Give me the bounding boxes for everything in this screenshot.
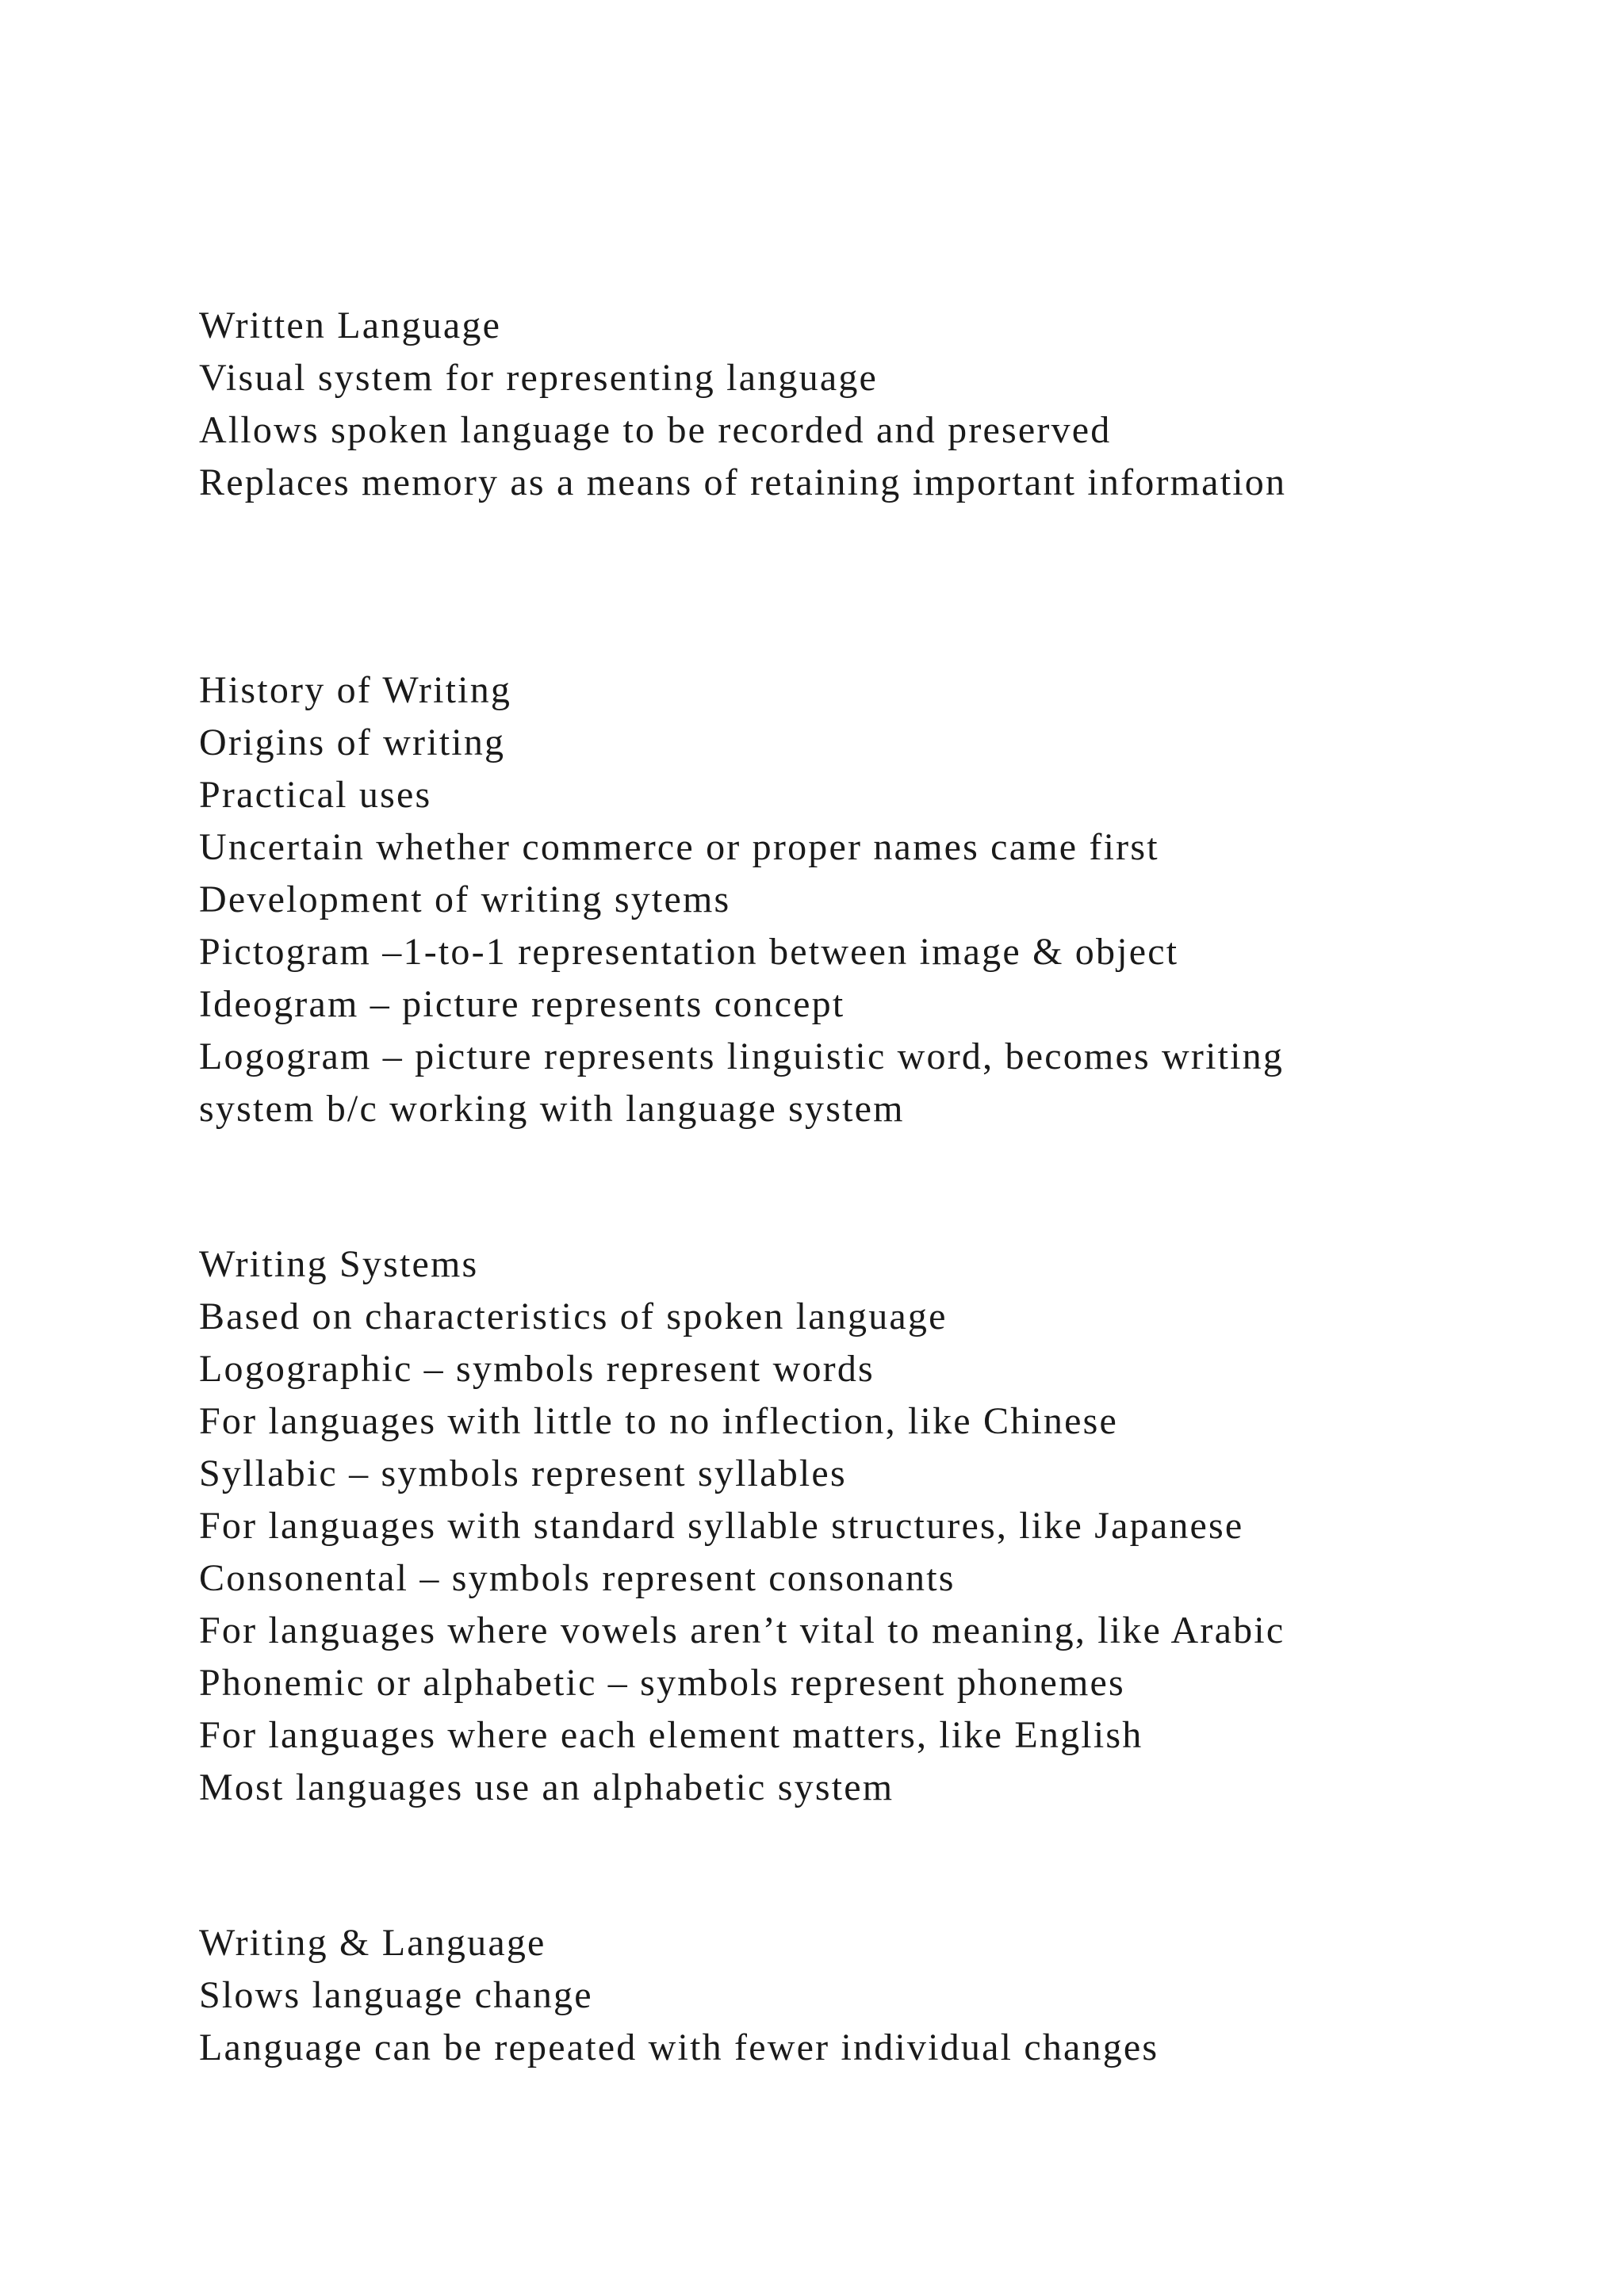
text-line: Logogram – picture represents linguistic word, becomes writing [199, 1035, 1285, 1077]
text-line: Pictogram –1-to-1 representation between image & object [199, 931, 1179, 973]
text-line: For languages where vowels aren’t vital to meaning, like Arabic [199, 1609, 1285, 1651]
section-heading: History of Writing [199, 669, 512, 711]
text-line: Logographic – symbols represent words [199, 1348, 875, 1390]
section-history-of-writing [199, 664, 1507, 1135]
text-line: Most languages use an alphabetic system [199, 1766, 894, 1808]
text-line: For languages with standard syllable structures, like Japanese [199, 1505, 1244, 1547]
text-line: Origins of writing [199, 721, 506, 763]
text-line: For languages with little to no inflection, like Chinese [199, 1400, 1119, 1442]
text-line: Consonental – symbols represent consonants [199, 1557, 956, 1599]
section-heading: Writing & Language [199, 1922, 546, 1964]
section-heading: Writing Systems [199, 1243, 479, 1285]
text-line: Language can be repeated with fewer individual changes [199, 2026, 1159, 2068]
section-writing-and-language [199, 1917, 1507, 2074]
text-line: Syllabic – symbols represent syllables [199, 1452, 847, 1494]
text-line: Slows language change [199, 1974, 593, 2016]
section-heading: Written Language [199, 304, 502, 346]
text-line: Phonemic or alphabetic – symbols represent phonemes [199, 1662, 1125, 1704]
text-line: Allows spoken language to be recorded and preserved [199, 409, 1112, 451]
text-line: Development of writing sytems [199, 878, 731, 920]
text-line: Ideogram – picture represents concept [199, 983, 845, 1025]
text-line: system b/c working with language system [199, 1088, 905, 1130]
section-written-language [199, 300, 1507, 509]
text-line: Replaces memory as a means of retaining important information [199, 461, 1287, 503]
text-line: Based on characteristics of spoken language [199, 1295, 948, 1337]
text-line: Uncertain whether commerce or proper names came first [199, 826, 1159, 868]
section-writing-systems [199, 1238, 1507, 1814]
text-line: For languages where each element matters, like English [199, 1714, 1143, 1756]
text-line: Visual system for representing language [199, 357, 879, 399]
text-line: Practical uses [199, 774, 432, 816]
